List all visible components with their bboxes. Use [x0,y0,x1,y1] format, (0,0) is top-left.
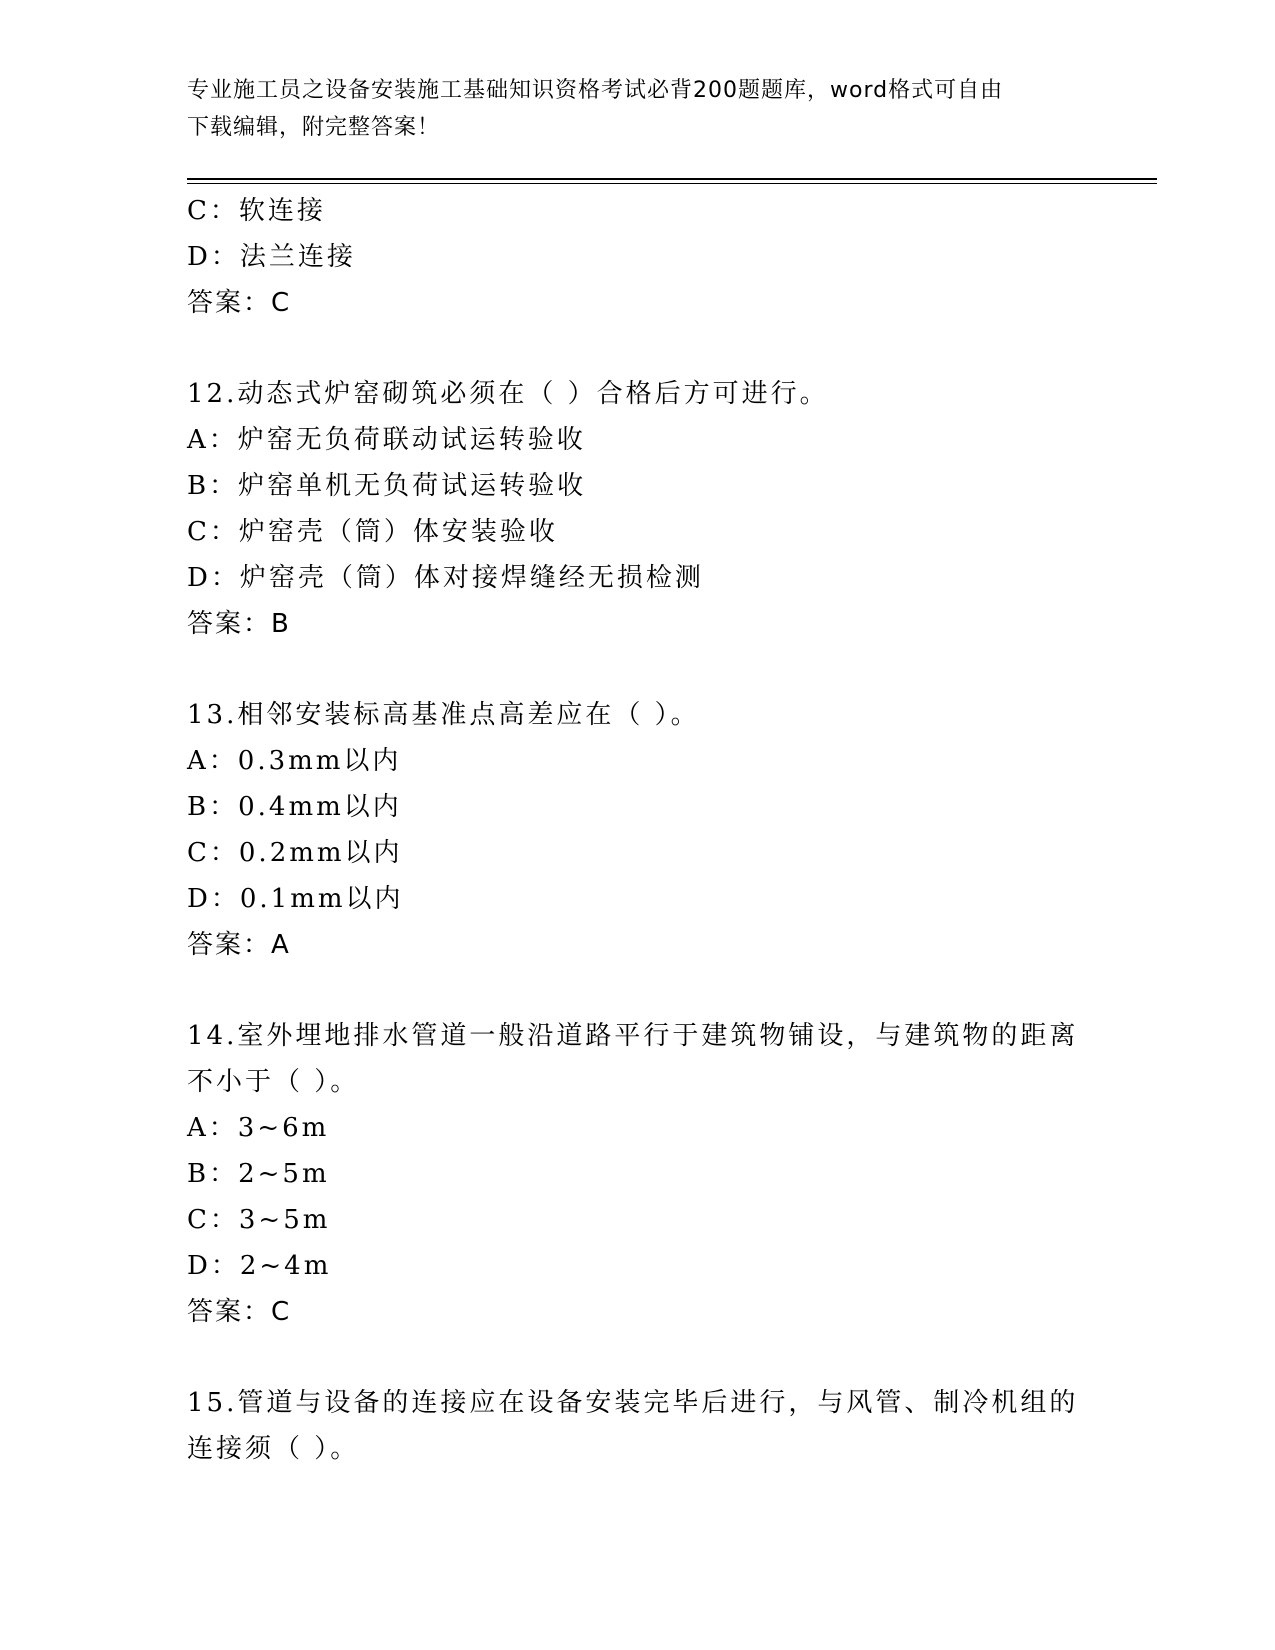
spacer [187,1335,1087,1380]
question-13 [187,692,1087,968]
question-15 [187,1380,1087,1472]
option-a: A：3~6m [187,1113,330,1143]
option-d: D：2~4m [187,1251,332,1281]
spacer [187,968,1087,1013]
question-text: 12.动态式炉窑砌筑必须在（ ）合格后方可进行。 [187,379,829,409]
option-d: D：炉窑壳（筒）体对接焊缝经无损检测 [187,563,704,593]
option-b: B：炉窑单机无负荷试运转验收 [187,471,587,501]
option-c: C：3~5m [187,1205,331,1235]
document-body [187,188,1087,1472]
header-divider [187,178,1157,184]
question-14 [187,1013,1087,1335]
spacer [187,647,1087,692]
option-b: B：0.4mm以内 [187,792,402,822]
option-c: C：0.2mm以内 [187,838,403,868]
option-a: A：炉窑无负荷联动试运转验收 [187,425,586,455]
answer: 答案：A [187,930,291,960]
option-d: D：0.1mm以内 [187,884,404,914]
option-c: C：炉窑壳（筒）体安装验收 [187,517,558,547]
question-12 [187,371,1087,647]
question-text: 13.相邻安装标高基准点高差应在（ ）。 [187,700,700,730]
question-11-continued [187,188,1087,326]
document-header [187,72,1067,146]
option-d: D：法兰连接 [187,242,356,272]
question-text-line-2: 连接须（ ）。 [187,1434,360,1464]
option-a: A：0.3mm以内 [187,746,402,776]
question-text-line-2: 不小于（ ）。 [187,1067,360,1097]
question-text-line-1: 14.室外埋地排水管道一般沿道路平行于建筑物铺设，与建筑物的距离 [187,1021,1079,1051]
answer: 答案：C [187,1297,292,1327]
header-line-1: 专业施工员之设备安装施工基础知识资格考试必背200题题库，word格式可自由 [187,78,1004,103]
option-b: B：2~5m [187,1159,330,1189]
option-c: C：软连接 [187,196,326,226]
header-line-2: 下载编辑，附完整答案！ [187,115,441,140]
question-text-line-1: 15.管道与设备的连接应在设备安装完毕后进行，与风管、制冷机组的 [187,1388,1079,1418]
answer: 答案：C [187,288,292,318]
answer: 答案：B [187,609,291,639]
spacer [187,326,1087,371]
